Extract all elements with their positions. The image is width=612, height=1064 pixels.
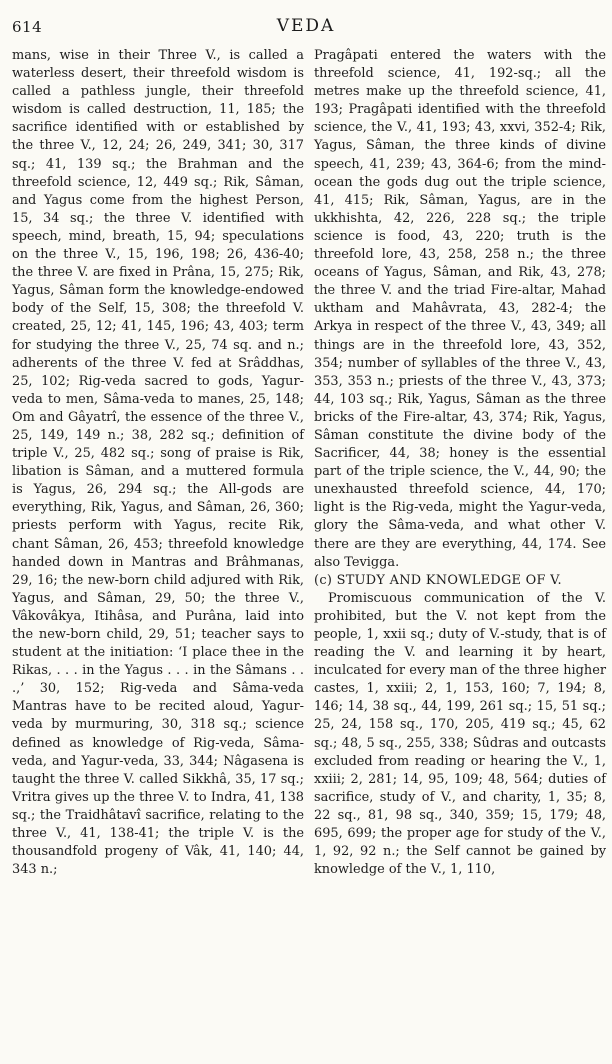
section-heading: (c) STUDY AND KNOWLEDGE OF V. <box>314 572 562 588</box>
right-column-text-top: Pragâpati entered the waters with the threefold science, 41, 192-sq.; all the metres make up the threefold science, 41, 193; Pragâpati identified with the threefold science, the V., 41, 193; 43, xxvi, 352-4; Rik, Yagus, Sâman, the three kinds of divine speech, 41, 239; 43, 364-6; from the mind-ocean the gods dug out the triple science, 41, 415; Rik, Sâman, Yagus, are in the ukkhishta, 42, 226, 228 sq.; the triple science is food, 43, 220; truth is the threefold lore, 43, 258, 258 n.; the three oceans of Yagus, Sâman, and Rik, 43, 278; the three V. and the triad Fire-altar, Mahad uktham and Mahâvrata, 43, 282-4; the Arkya in respect of the three V., 43, 349; all things are in the threefold lore, 43, 352, 354; number of syllables of the three V., 43, 353, 353 n.; priests of the three V., 43, 373; 44, 103 sq.; Rik, Yagus, Sâman as the three bricks of the Fire-altar, 43, 374; Rik, Yagus, Sâman constitute the divine body of the Sacrificer, 44, 38; honey is the essential part of the triple science, the V., 44, 90; the unexhausted threefold science, 44, 170; light is the Rig-veda, might the Yagur-veda, glory the Sâma-veda, and what other V. there are they are everything, 44, 174. See also Tevigga. <box>314 48 606 570</box>
right-column <box>314 47 606 879</box>
left-column <box>12 47 304 879</box>
left-column-text: mans, wise in their Three V., is called a waterless desert, their threefold wisdom is called a pathless jungle, their threefold wisdom is called destruction, 11, 185; the sacrifice identified with or established by the three V., 12, 24; 26, 249, 341; 30, 317 sq.; 41, 139 sq.; the Brahman and the threefold science, 12, 449 sq.; Rik, Sâman, and Yagus come from the highest Person, 15, 34 sq.; the three V. identified with speech, mind, breath, 15, 94; speculations on the three V., 15, 196, 198; 26, 436-40; the three V. are fixed in Prâna, 15, 275; Rik, Yagus, Sâman form the knowledge-endowed body of the Self, 15, 308; the threefold V. created, 25, 12; 41, 145, 196; 43, 403; term for studying the three V., 25, 74 sq. and n.; adherents of the three V. fed at Srâddhas, 25, 102; Rig-veda sacred to gods, Yagur-veda to men, Sâma-veda to manes, 25, 148; Om and Gâyatrî, the essence of the three V., 25, 149, 149 n.; 38, 282 sq.; definition of triple V., 25, 482 sq.; song of praise is Rik, libation is Sâman, and a muttered formula is Yagus, 26, 294 sq.; the All-gods are everything, Rik, Yagus, and Sâman, 26, 360; priests perform with Yagus, recite Rik, chant Sâman, 26, 453; threefold knowledge handed down in Mantras and Brâhmanas, 29, 16; the new-born child adjured with Rik, Yagus, and Sâman, 29, 50; the three V., Vâkovâkya, Itihâsa, and Purâna, laid into the new-born child, 29, 51; teacher says to student at the initiation: ‘I place thee in the Rikas, . . . in the Yagus . . . in the Sâmans . . .,’ 30, 152; Rig-veda and Sâma-veda Mantras have to be recited aloud, Yagur-veda by murmuring, 30, 318 sq.; science defined as knowledge of Rig-veda, Sâma-veda, and Yagur-veda, 33, 344; Nâgasena is taught the three V. called Sikkhâ, 35, 17 sq.; Vritra gives up the three V. to Indra, 41, 138 sq.; the Traidhâtavî sacrifice, relating to the three V., 41, 138-41; the triple V. is the thousandfold progeny of Vâk, 41, 140; 44, 343 n.; <box>12 48 304 878</box>
right-column-text-bottom: Promiscuous communication of the V. prohibited, but the V. not kept from the people, 1, xxii sq.; duty of V.-study, that is of reading the V. and learning it by heart, inculcated for every man of the three higher castes, 1, xxiii; 2, 1, 153, 160; 7, 194; 8, 146; 14, 38 sq., 44, 199, 261 sq.; 15, 51 sq.; 25, 24, 158 sq., 170, 205, 419 sq.; 45, 62 sq.; 48, 5 sq., 255, 338; Sûdras and outcasts excluded from reading or hearing the V., 1, xxiii; 2, 281; 14, 95, 109; 48, 564; duties of sacrifice, study of V., and charity, 1, 35; 8, 22 sq., 81, 98 sq., 340, 359; 15, 179; 48, 695, 699; the proper age for study of the V., 1, 92, 92 n.; the Self cannot be gained by knowledge of the V., 1, 110, <box>314 590 606 878</box>
page-number: 614 <box>12 18 43 36</box>
running-head: VEDA <box>276 16 336 36</box>
